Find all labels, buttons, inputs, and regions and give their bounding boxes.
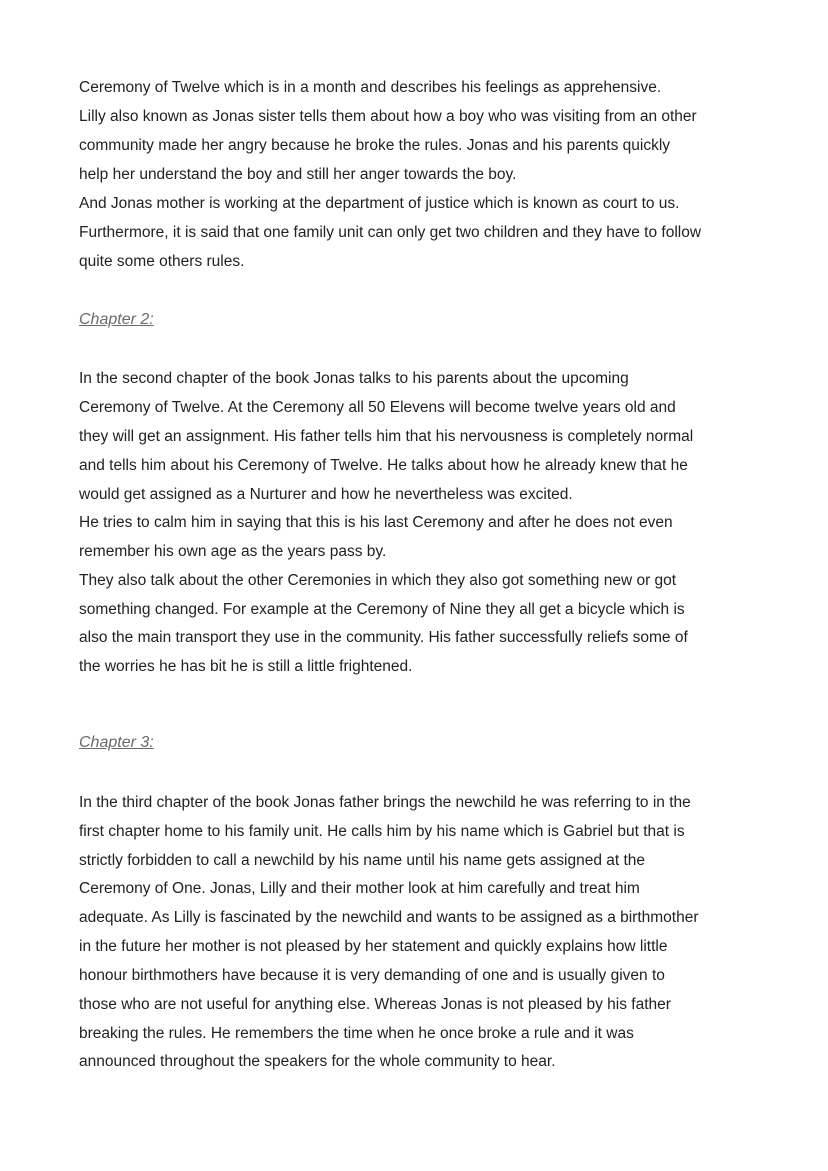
text-line: honour birthmothers have because it is very demanding of one and is usually given to	[79, 967, 665, 984]
text-line: Ceremony of One. Jonas, Lilly and their mother look at him carefully and treat him	[79, 880, 640, 897]
text-line: something changed. For example at the Ceremony of Nine they all get a bicycle which is	[79, 601, 685, 618]
text-line: in the future her mother is not pleased by her statement and quickly explains how little	[79, 938, 668, 955]
text-line: adequate. As Lilly is fascinated by the newchild and wants to be assigned as a birthmother	[79, 909, 699, 926]
text-line: Furthermore, it is said that one family unit can only get two children and they have to follow	[79, 224, 702, 241]
text-line: first chapter home to his family unit. He calls him by his name which is Gabriel but that is	[79, 823, 685, 840]
text-line: Ceremony of Twelve. At the Ceremony all 50 Elevens will become twelve years old and	[79, 399, 676, 416]
text-line: help her understand the boy and still her anger towards the boy.	[79, 166, 517, 183]
text-line: the worries he has bit he is still a little frightened.	[79, 658, 413, 675]
text-line: And Jonas mother is working at the department of justice which is known as court to us.	[79, 195, 680, 212]
text-line: those who are not useful for anything else. Whereas Jonas is not pleased by his father	[79, 996, 671, 1013]
text-line: announced throughout the speakers for the whole community to hear.	[79, 1053, 556, 1070]
text-line: also the main transport they use in the community. His father successfully reliefs some of	[79, 629, 688, 646]
text-line: quite some others rules.	[79, 253, 245, 270]
text-line: breaking the rules. He remembers the time when he once broke a rule and it was	[79, 1025, 634, 1042]
text-line: remember his own age as the years pass by.	[79, 543, 387, 560]
text-line: In the third chapter of the book Jonas father brings the newchild he was referring to in the	[79, 794, 691, 811]
text-line: strictly forbidden to call a newchild by his name until his name gets assigned at the	[79, 852, 646, 869]
chapter-2-heading: Chapter 2:	[79, 311, 154, 328]
chapter-3-heading: Chapter 3:	[79, 734, 154, 751]
text-line: Ceremony of Twelve which is in a month and describes his feelings as apprehensive.	[79, 79, 662, 96]
text-line: would get assigned as a Nurturer and how he nevertheless was excited.	[79, 486, 573, 503]
text-line: they will get an assignment. His father tells him that his nervousness is completely normal	[79, 428, 694, 445]
text-line: In the second chapter of the book Jonas talks to his parents about the upcoming	[79, 370, 629, 387]
text-line: Lilly also known as Jonas sister tells them about how a boy who was visiting from an other	[79, 108, 697, 125]
text-line: They also talk about the other Ceremonies in which they also got something new or got	[79, 572, 677, 589]
text-line: and tells him about his Ceremony of Twelve. He talks about how he already knew that he	[79, 457, 688, 474]
text-line: He tries to calm him in saying that this is his last Ceremony and after he does not even	[79, 514, 673, 531]
text-line: community made her angry because he broke the rules. Jonas and his parents quickly	[79, 137, 671, 154]
